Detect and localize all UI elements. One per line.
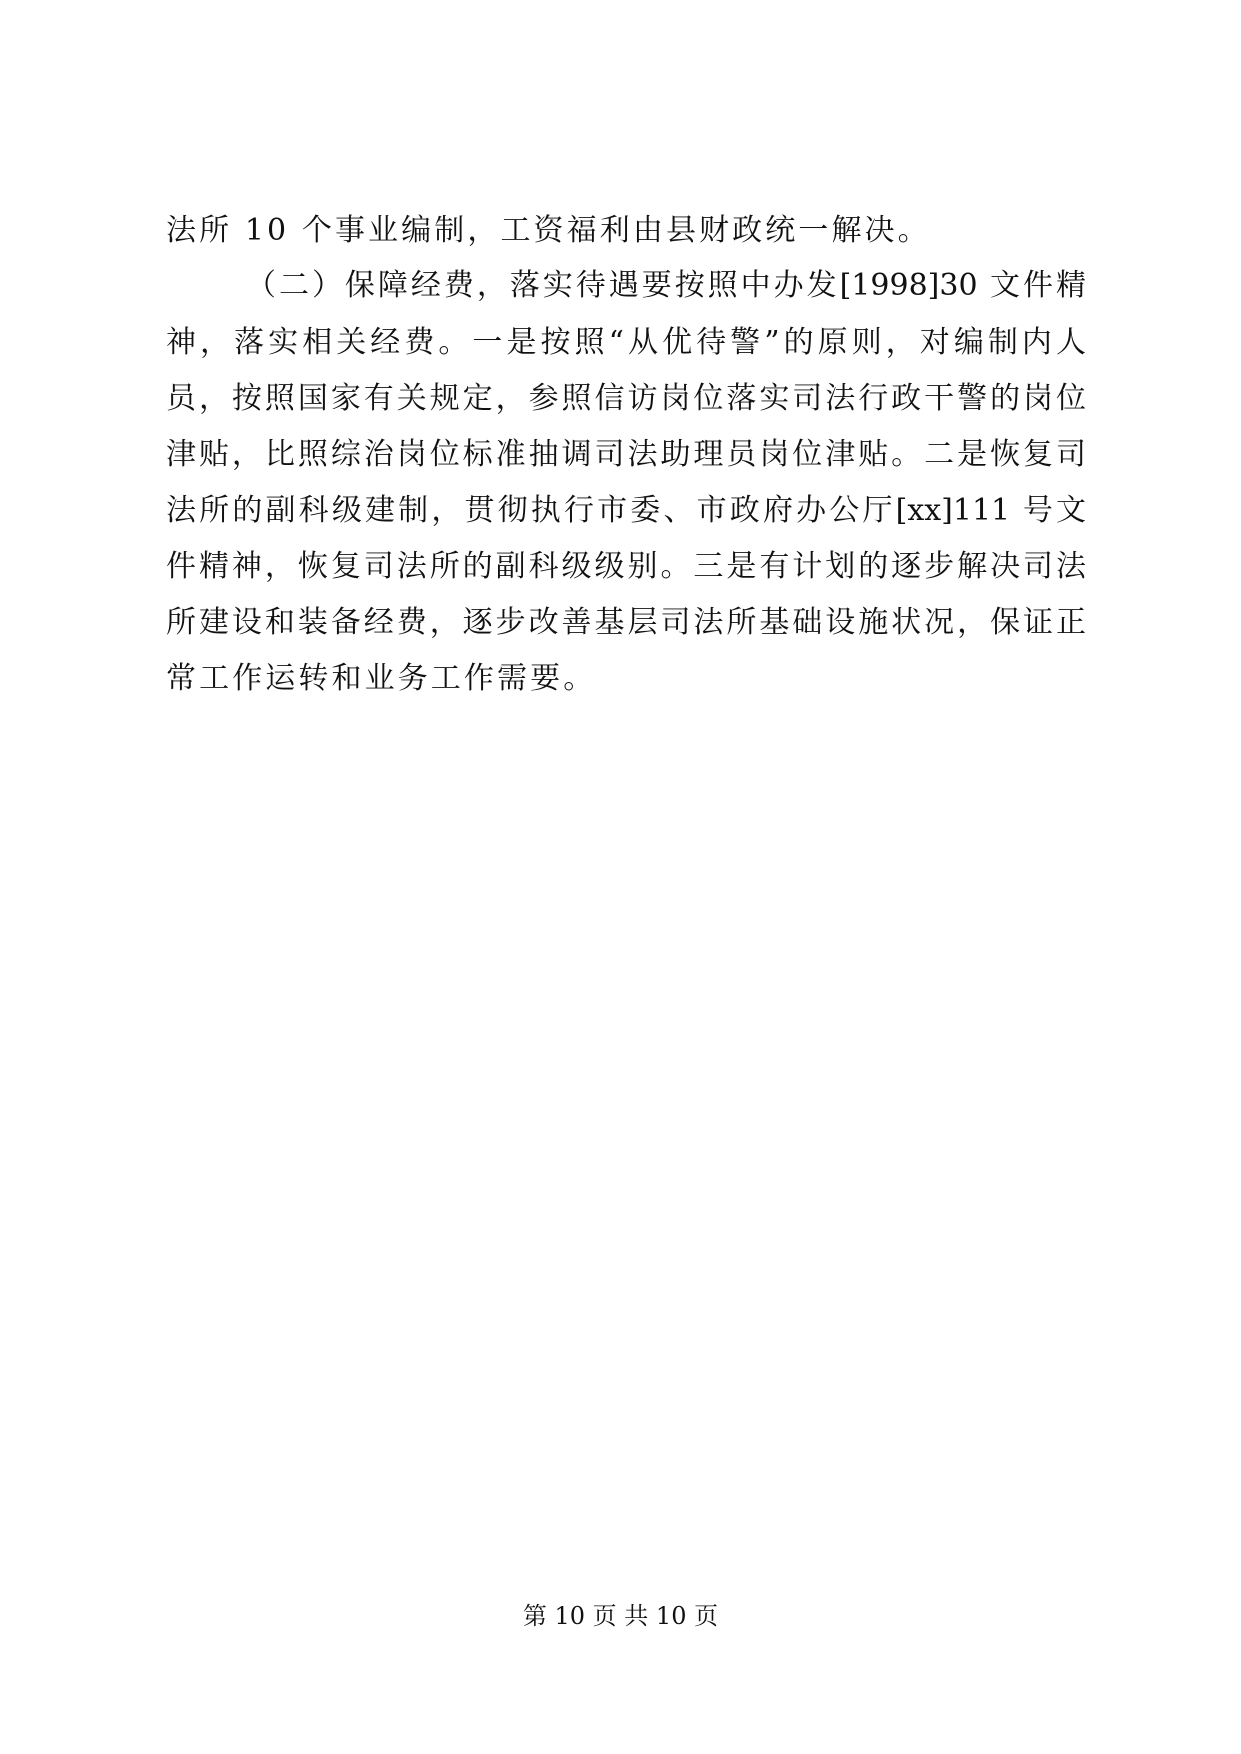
paragraph-line: 神，落实相关经费。一是按照“从优待警”的原则，对编制内人 — [166, 325, 1086, 360]
paragraph-line: 件精神，恢复司法所的副科级级别。三是有计划的逐步解决司法 — [166, 549, 1086, 584]
continuation-line: 法所 10 个事业编制，工资福利由县财政统一解决。 — [166, 213, 931, 248]
page-number-footer: 第 10 页 共 10 页 — [522, 1602, 719, 1630]
paragraph-line: 津贴，比照综治岗位标准抽调司法助理员岗位津贴。二是恢复司 — [166, 437, 1086, 472]
paragraph-line: 法所的副科级建制，贯彻执行市委、市政府办公厅[xx]111 号文 — [166, 493, 1086, 528]
paragraph-line: （二）保障经费，落实待遇要按照中办发[1998]30 文件精 — [246, 268, 1086, 303]
paragraph-line: 常工作运转和业务工作需要。 — [166, 661, 597, 696]
paragraph-line: 员，按照国家有关规定，参照信访岗位落实司法行政干警的岗位 — [166, 381, 1086, 416]
paragraph-line: 所建设和装备经费，逐步改善基层司法所基础设施状况，保证正 — [166, 605, 1086, 640]
